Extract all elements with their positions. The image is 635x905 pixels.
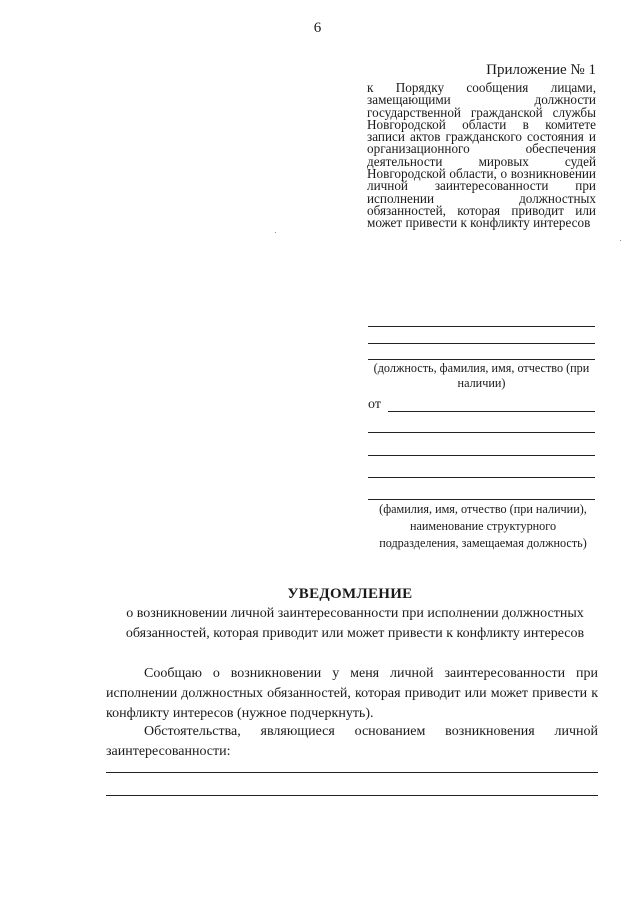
sender-line[interactable] bbox=[388, 411, 595, 412]
circumstances-paragraph: Обстоятельства, являющиеся основанием возникновения личной заинтересованности: bbox=[106, 724, 598, 759]
from-label: от bbox=[368, 397, 381, 412]
addressee-line[interactable] bbox=[368, 359, 595, 360]
appendix-label: Приложение № 1 bbox=[486, 62, 596, 78]
sender-line[interactable] bbox=[368, 455, 595, 456]
addressee-caption: (должность, фамилия, имя, отчество (при наличии) bbox=[373, 361, 590, 390]
document-title: УВЕДОМЛЕНИЕ bbox=[287, 586, 413, 602]
scan-speck bbox=[275, 232, 276, 233]
sender-line[interactable] bbox=[368, 499, 595, 500]
document-subtitle: о возникновении личной заинтересованности при исполнении должностных обязанностей, которая приводит или может привести к конфликту интересов bbox=[125, 606, 585, 641]
addressee-line[interactable] bbox=[368, 343, 595, 344]
addressee-line[interactable] bbox=[368, 326, 595, 327]
sender-line[interactable] bbox=[368, 432, 595, 433]
sender-line[interactable] bbox=[368, 477, 595, 478]
appendix-reference-text: к Порядку сообщения лицами, замещающими должности государственной гражданской службы Новгородской области в комитете записи актов гражданского состояния и организационного обеспечения деятельности мировых судей Новгородской области, о возникновении личной заинтересованности при исполнении должностных обязанностей, которая приводит или может привести к конфликту интересов bbox=[367, 80, 596, 231]
sender-caption: (фамилия, имя, отчество (при наличии), наименование структурного подразделения, замещаемая должность) bbox=[379, 502, 587, 550]
page-number: 6 bbox=[313, 20, 322, 36]
notification-paragraph: Сообщаю о возникновении у меня личной заинтересованности при исполнении должностных обязанностей, которая приводит или может привести к конфликту интересов (нужное подчеркнуть). bbox=[106, 666, 598, 721]
scan-speck bbox=[620, 240, 621, 241]
circumstances-line[interactable] bbox=[106, 772, 598, 773]
circumstances-line[interactable] bbox=[106, 795, 598, 796]
